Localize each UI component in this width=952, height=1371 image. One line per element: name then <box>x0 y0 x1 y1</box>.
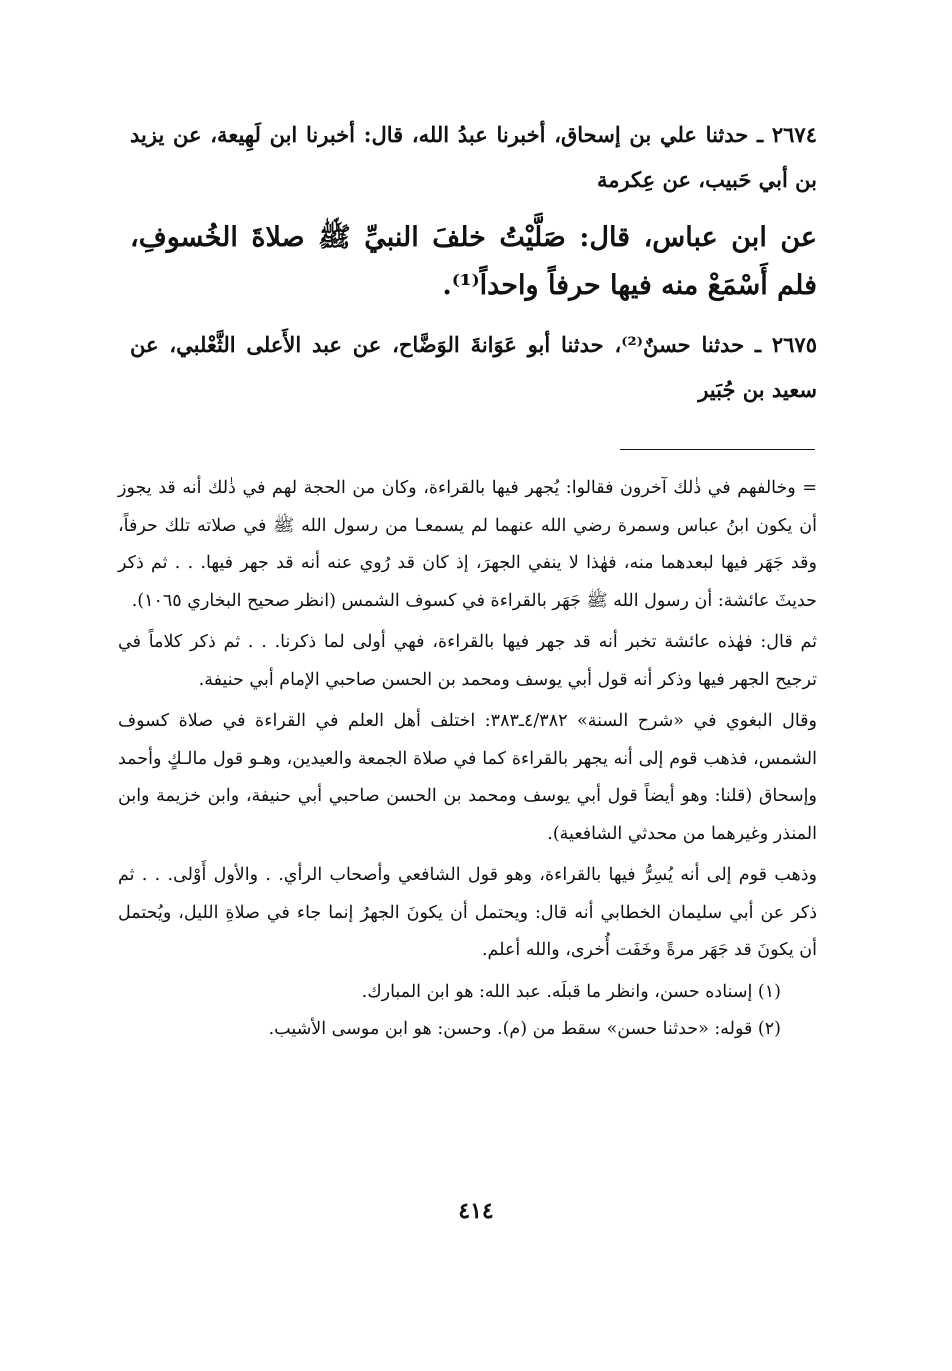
hadith-2674-isnad: ٢٦٧٤ ـ حدثنا علي بن إسحاق، أخبرنا عبدُ الله، قال: أخبرنا ابن لَهِيعة، عن يزيد بن أبي حَبيب، عن عِكرمة <box>130 122 817 192</box>
page-number: ٤١٤ <box>458 1198 494 1224</box>
hadith-2674-matn: عن ابن عباس، قال: صَلَّيْتُ خلفَ النبيِّ ﷺ صلاةَ الخُسوفِ، فلم أَسْمَعْ منه فيها حرفاً واحداً⁽¹⁾. <box>130 222 817 301</box>
note-paragraph: وذهب قوم إلى أنه يُسِرُّ فيها بالقراءة، وهو قول الشافعي وأصحاب الرأي. . والأول أَوْلى. . . ثم ذكر عن أبي سليمان الخطابي أنه قال: ويحتمل أن يكونَ الجهرُ إنما جاء في صلاةِ الليل، ويُحتمل أن يكونَ قد جَهَر مرةً وخَفَت أُخرى، والله أعلم. <box>118 865 817 960</box>
note-paragraph: وقال البغوي في «شرح السنة» ٤/٣٨٢ـ٣٨٣: اختلف أهل العلم في القراءة في صلاة كسوف الشمس، فذهب قوم إلى أنه يجهر بالقراءة كما في صلاة الجمعة والعيدين، وهـو قول مالـكٍ وأحمد وإسحاق (قلنا: وهو أيضاً قول أبي يوسف ومحمد بن الحسن صاحبي أبي حنيفة، وابن خزيمة وابن المنذر وغيرهما من محدثي الشافعية). <box>118 711 817 844</box>
note-paragraph: = وخالفهم في ذٰلك آخرون فقالوا: يُجهر فيها بالقراءة، وكان من الحجة لهم في ذٰلك أنه قد يجوز أن يكون ابنُ عباس وسمرة رضي الله عنهما لم يسمعـا من رسول الله ﷺ في صلاته تلك حرفاً، وقد جَهَر فيها لبعدهما منه، فهٰذا لا ينفي الجهرَ، إذ كان قد رُوي عنه أنه قد جهر فيها. . . ثم ذكر حديثَ عائشة: أن رسول الله ﷺ جَهَر بالقراءة في كسوف الشمس (انظر صحيح البخاري ١٠٦٥). <box>118 478 817 611</box>
footnote-2: (٢) قوله: «حدثنا حسن» سقط من (م). وحسن: هو ابن موسى الأشيب. <box>268 1019 781 1039</box>
main-text <box>130 112 817 412</box>
footnotes-area <box>118 470 817 1049</box>
footnote-1: (١) إسناده حسن، وانظر ما قبلَه. عبد الله: هو ابن المبارك. <box>361 981 781 1002</box>
footnote-separator <box>620 449 815 450</box>
hadith-2675-isnad: ٢٦٧٥ ـ حدثنا حسنٌ⁽²⁾، حدثنا أبو عَوَانةَ الوَضَّاح، عن عبد الأَعلى الثَّعْلبي، عن سعيد بن جُبَير <box>130 332 817 402</box>
note-paragraph: ثم قال: فهٰذه عائشة تخبر أنه قد جهر فيها بالقراءة، فهي أولى لما ذكرنا. . . ثم ذكر كلاماً في ترجيح الجهر فيها وذكر أنه قول أبي يوسف ومحمد بن الحسن صاحبي الإمام أبي حنيفة. <box>118 632 817 690</box>
